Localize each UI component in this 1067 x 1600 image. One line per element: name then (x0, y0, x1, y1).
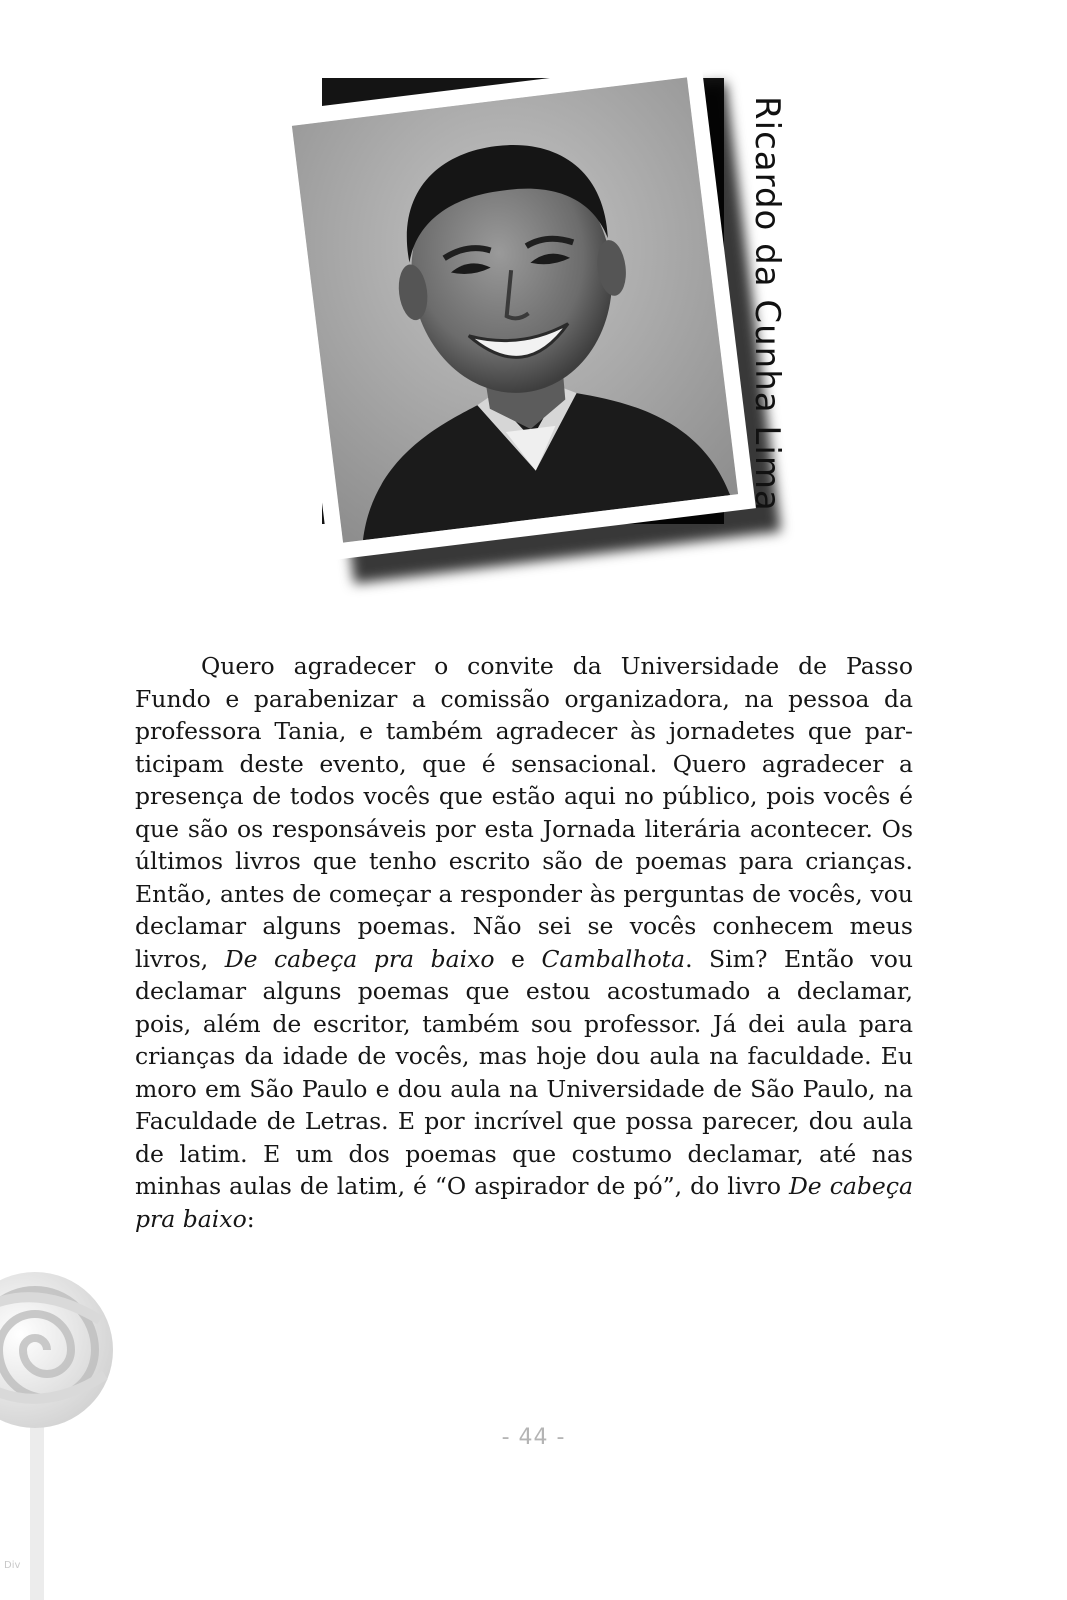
corner-mark: Div (4, 1560, 21, 1571)
body-paragraph (135, 650, 913, 1235)
paragraph-text: e (494, 944, 542, 973)
paragraph-text: : (246, 1204, 255, 1233)
paragraph-text: . Sim? Então vou declamar alguns poemas que estou acostumado a declamar, pois, além de escritor, também sou professor. Já dei aula para crianças da idade de vocês, mas hoje dou aula na faculdade. Eu moro em São Paulo e dou aula na Universidade de São Paulo, na Faculdade de Letras. E por incrível que possa parecer, dou aula de latim. E um dos poemas que costumo declamar, até nas minhas aulas de latim, é “O aspirador de pó”, do livro (135, 944, 913, 1200)
portrait-illustration (292, 77, 738, 542)
author-name-caption: Ricardo da Cunha Lima (747, 96, 787, 512)
photo-frame (274, 59, 756, 560)
book-title: De cabeça pra baixo (224, 944, 495, 973)
page-number: - 44 - (501, 1425, 566, 1450)
author-photo-block (0, 0, 1067, 620)
author-photo (292, 77, 738, 542)
book-title: Cambalhota (541, 944, 686, 973)
paragraph-text: Quero agradecer o convite da Universidade de Passo Fundo e parabenizar a comissão organizadora, na pessoa da professora Tania, e também agradecer às jornadetes que participam deste evento, que é sensacional. Quero agradecer a presença de todos vocês que estão aqui no público, pois vocês é que são os responsáveis por esta Jornada literária acontecer. Os últimos livros que tenho escrito são de poemas para crianças. Então, antes de começar a responder às perguntas de vocês, vou declamar alguns poemas. Não sei se vocês conhecem meus livros, (135, 652, 913, 973)
book-title: De cabeça pra baixo (135, 1172, 913, 1233)
